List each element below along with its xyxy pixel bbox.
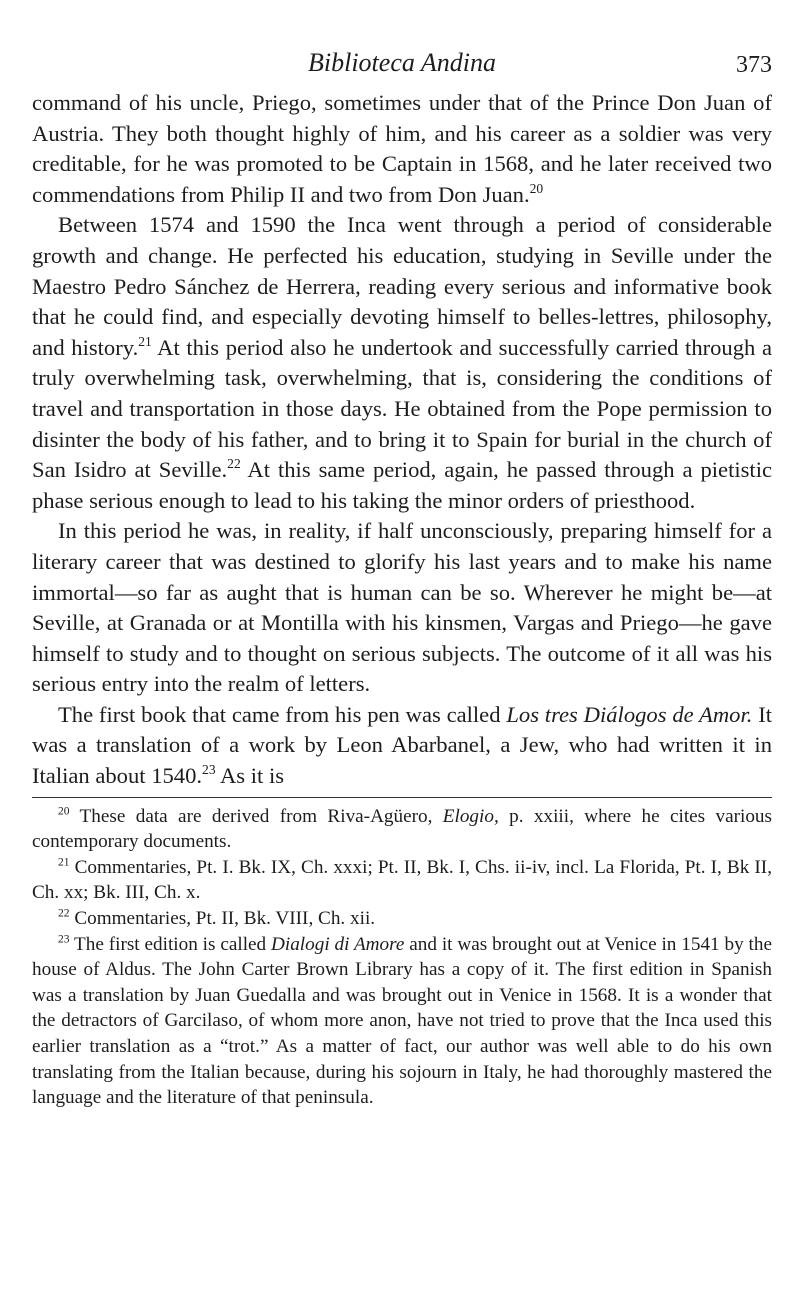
paragraph-text: It was a translation of a work by Leon Abarbanel, a Jew, who had written it in Italian about 1540. (32, 701, 773, 789)
paragraph-3 (32, 516, 772, 700)
main-text (32, 88, 772, 792)
footnote-title: Dialogi di Amore (271, 933, 405, 955)
footnote-ref: 20 (529, 180, 544, 196)
footnote-divider (32, 797, 772, 798)
paragraph-text: The first book that came from his pen was called (58, 701, 507, 727)
paragraph-text: As it is (215, 763, 285, 789)
book-title: Los tres Diálogos de Amor. (506, 701, 753, 727)
page-number: 373 (736, 52, 772, 78)
footnote-text: These data are derived from Riva-Agüero, (69, 805, 443, 827)
footnote-ref: 21 (138, 333, 152, 349)
page-header (32, 40, 772, 88)
paragraph-text: command of his uncle, Priego, sometimes under that of the Prince Don Juan of Austria. They both thought highly of him, and his career as a soldier was very creditable, for he was promoted to be Captain in 1568, and he later received two commendations from Philip II and two from Don Juan. (32, 90, 772, 207)
footnote-number: 20 (58, 805, 70, 818)
footnote-text: Commentaries, Pt. II, Bk. VIII, Ch. xii. (69, 908, 376, 930)
paragraph-text: In this period he was, in reality, if half unconsciously, preparing himself for a literary career that was destined to glorify his last years and to make his name immortal—so far as aught that is human can be so. Wherever he might be—at Seville, at Granada or at Montilla with his kinsmen, Vargas and Priego—he gave himself to study and to thought on serious subjects. The outcome of it all was his serious entry into the realm of letters. (32, 518, 772, 697)
footnote-text: Commentaries, Pt. I. Bk. IX, Ch. xxxi; Pt. II, Bk. I, Chs. ii-iv, incl. La Florida, Pt. I, Bk II, Ch. xx; Bk. III, Ch. x. (32, 856, 772, 904)
footnote-text: and it was brought out at Venice in 1541 by the house of Aldus. The John Carter Brown Library has a copy of it. The first edition in Spanish was a translation by Juan Guedalla and was brought out in Venice in 1568. It is a wonder that the detractors of Garcilaso, of whom more anon, have not tried to prove that the Inca used this earlier translation as a “trot.” As a matter of fact, our author was well able to do his own translating from the Italian because, during his sojourn in Italy, he had thoroughly mastered the language and the literature of that peninsula. (32, 933, 772, 1109)
book-page (32, 40, 772, 1111)
running-title: Biblioteca Andina (308, 48, 496, 77)
footnote-21 (32, 855, 772, 906)
paragraph-1 (32, 88, 772, 210)
paragraph-text: At this same period, again, he passed through a pietistic phase serious enough to lead to his taking the minor orders of priesthood. (32, 457, 772, 513)
footnotes (32, 804, 772, 1111)
paragraph-2 (32, 210, 772, 516)
paragraph-4 (32, 700, 772, 792)
footnote-ref: 23 (202, 762, 216, 778)
footnote-number: 22 (58, 907, 70, 920)
footnote-20 (32, 804, 772, 855)
footnote-ref: 22 (227, 456, 241, 472)
footnote-number: 21 (58, 856, 70, 869)
footnote-22 (32, 906, 772, 932)
footnote-number: 23 (58, 933, 70, 946)
paragraph-text: Between 1574 and 1590 the Inca went through a period of considerable growth and change. He perfected his education, studying in Seville under the Maestro Pedro Sánchez de Herrera, reading every serious and informative book that he could find, and especially devoting himself to belles-lettres, philosophy, and history. (32, 212, 772, 360)
footnote-text: The first edition is called (69, 933, 272, 955)
footnote-title: Elogio, (442, 805, 499, 827)
paragraph-text: At this period also he undertook and successfully carried through a truly overwhelming task, overwhelming, that is, considering the conditions of travel and transportation in those days. He obtained from the Pope permission to disinter the body of his father, and to bring it to Spain for burial in the church of San Isidro at Seville. (32, 334, 772, 483)
footnote-text: p. xxiii, where he cites various contemporary documents. (32, 805, 772, 853)
footnote-23 (32, 932, 772, 1111)
